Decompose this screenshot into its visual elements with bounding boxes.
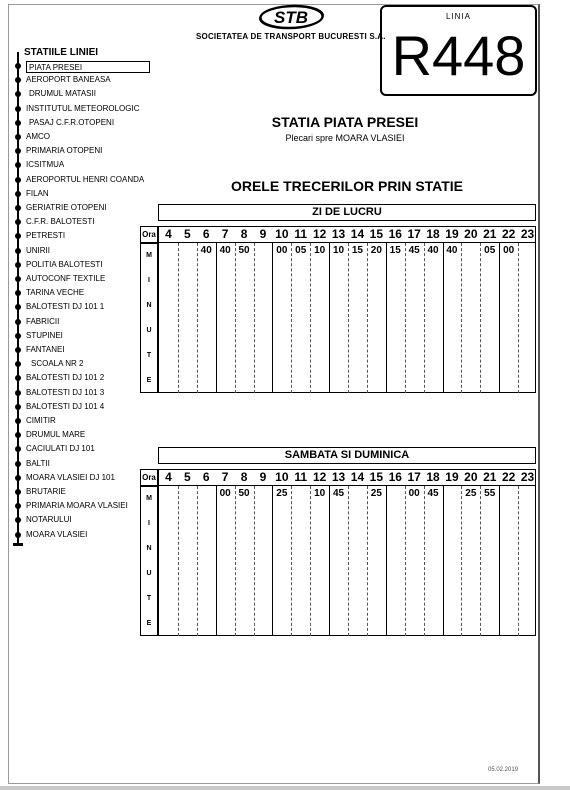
column-divider bbox=[386, 243, 387, 393]
hour-cell: 15 bbox=[369, 227, 384, 241]
minute-letter: T bbox=[146, 352, 152, 359]
hour-cell: 5 bbox=[183, 470, 191, 484]
column-divider bbox=[197, 243, 198, 393]
station-item: SCOALA NR 2 bbox=[31, 359, 84, 369]
hour-cell: 11 bbox=[294, 470, 308, 484]
station-item: TARINA VECHE bbox=[26, 288, 85, 298]
column-divider bbox=[518, 243, 519, 393]
station-item: NOTARULUI bbox=[26, 515, 72, 525]
column-divider bbox=[254, 243, 255, 393]
minute-label bbox=[140, 486, 158, 636]
station-item: UNIRII bbox=[26, 245, 50, 255]
column-divider bbox=[291, 243, 292, 393]
hour-cell: 21 bbox=[483, 227, 497, 241]
station-item: DRUMUL MARE bbox=[26, 430, 86, 440]
minute-letter: N bbox=[146, 302, 152, 309]
hour-cell: 17 bbox=[407, 227, 421, 241]
departure-minute: 50 bbox=[238, 488, 250, 499]
ora-label: Ora bbox=[140, 226, 158, 243]
station-marker bbox=[15, 390, 21, 396]
station-marker bbox=[15, 319, 21, 325]
column-divider bbox=[272, 486, 273, 636]
station-item: AMCO bbox=[26, 132, 50, 141]
departure-minute: 40 bbox=[427, 245, 439, 256]
hours-row bbox=[158, 226, 536, 243]
column-divider bbox=[461, 486, 462, 636]
station-item: AUTOCONF TEXTILE bbox=[26, 274, 106, 283]
departure-minute: 45 bbox=[427, 488, 439, 499]
stb-logo bbox=[258, 4, 324, 30]
column-divider bbox=[367, 486, 368, 636]
station-item: PRIMARIA MOARA VLASIEI bbox=[26, 501, 128, 511]
column-divider bbox=[367, 243, 368, 393]
departure-minute: 05 bbox=[484, 245, 496, 256]
route-box bbox=[380, 5, 537, 96]
hour-cell: 23 bbox=[520, 227, 535, 241]
hour-cell: 19 bbox=[445, 470, 459, 484]
station-item: C.F.R. BALOTESTI bbox=[26, 217, 95, 227]
direction: Plecari spre MOARA VLASIEI bbox=[285, 133, 405, 143]
hour-cell: 8 bbox=[240, 470, 248, 484]
hour-cell: 9 bbox=[259, 470, 267, 484]
column-divider bbox=[348, 243, 349, 393]
column-divider bbox=[329, 243, 330, 393]
departure-minute: 10 bbox=[314, 245, 326, 256]
departure-minute: 15 bbox=[389, 245, 401, 256]
minute-letter: I bbox=[148, 520, 150, 527]
weekday-title: ZI DE LUCRU bbox=[158, 204, 536, 221]
station-marker bbox=[15, 205, 21, 211]
station-marker bbox=[15, 262, 21, 268]
hour-cell: 19 bbox=[445, 227, 459, 241]
hour-cell: 12 bbox=[312, 470, 327, 484]
station-item: INSTITUTUL METEOROLOGIC bbox=[26, 103, 140, 113]
ora-label: Ora bbox=[140, 469, 158, 486]
stations-title: STATIILE LINIEI bbox=[24, 47, 99, 58]
station-item: ICSITMUA bbox=[26, 160, 65, 170]
station-item: BALOTESTI DJ 101 1 bbox=[26, 302, 105, 312]
departure-minute: 00 bbox=[276, 245, 288, 256]
hour-cell: 14 bbox=[350, 227, 365, 241]
minutes-area bbox=[158, 486, 536, 636]
column-divider bbox=[178, 243, 179, 393]
print-date: 05.02.2019 bbox=[488, 767, 519, 773]
page-bottom-edge bbox=[0, 786, 570, 790]
minute-letter: U bbox=[146, 327, 152, 334]
column-divider bbox=[348, 486, 349, 636]
column-divider bbox=[424, 486, 425, 636]
station-marker bbox=[15, 461, 21, 467]
column-divider bbox=[216, 243, 217, 393]
column-divider bbox=[443, 243, 444, 393]
minute-letter: N bbox=[146, 545, 152, 552]
departure-minute: 40 bbox=[219, 245, 231, 256]
hour-cell: 12 bbox=[312, 227, 327, 241]
hour-cell: 22 bbox=[501, 470, 516, 484]
column-divider bbox=[235, 486, 236, 636]
hour-cell: 11 bbox=[294, 227, 308, 241]
hour-cell: 16 bbox=[388, 227, 402, 241]
column-divider bbox=[443, 486, 444, 636]
departure-minute: 40 bbox=[446, 245, 458, 256]
route-number: R448 bbox=[391, 24, 526, 87]
station-item: BRUTARIE bbox=[26, 487, 66, 496]
departure-minute: 20 bbox=[370, 245, 382, 256]
column-divider bbox=[197, 486, 198, 636]
station-marker bbox=[15, 276, 21, 282]
departure-minute: 00 bbox=[219, 488, 231, 499]
hour-cell: 17 bbox=[407, 470, 421, 484]
hour-cell: 6 bbox=[202, 227, 210, 241]
weekend-title: SAMBATA SI DUMINICA bbox=[158, 447, 536, 464]
station-item: FILAN bbox=[26, 188, 49, 198]
hour-cell: 5 bbox=[183, 227, 191, 241]
hour-cell: 4 bbox=[165, 470, 172, 484]
departure-minute: 00 bbox=[503, 245, 515, 256]
stop-title: STATIA PIATA PRESEI bbox=[271, 114, 419, 130]
station-marker bbox=[15, 333, 21, 339]
hour-cell: 7 bbox=[221, 227, 229, 241]
station-current: PIATA PRESEI bbox=[26, 61, 150, 73]
column-divider bbox=[480, 486, 481, 636]
hour-cell: 13 bbox=[331, 227, 346, 241]
hour-cell: 6 bbox=[202, 470, 210, 484]
minute-label bbox=[140, 243, 158, 393]
departure-minute: 10 bbox=[314, 488, 326, 499]
hour-cell: 10 bbox=[275, 470, 289, 484]
column-divider bbox=[405, 486, 406, 636]
minute-letter: U bbox=[146, 570, 152, 577]
station-marker bbox=[15, 532, 21, 538]
departure-minute: 25 bbox=[370, 488, 382, 499]
station-item: BALTII bbox=[26, 458, 50, 468]
column-divider bbox=[499, 243, 500, 393]
station-marker bbox=[15, 404, 21, 410]
station-item: CIMITIR bbox=[26, 416, 56, 425]
departure-minute: 25 bbox=[465, 488, 477, 499]
station-marker bbox=[15, 475, 21, 481]
logo-text: STB bbox=[274, 8, 308, 27]
station-item: STUPINEI bbox=[26, 330, 63, 340]
station-marker bbox=[15, 347, 21, 353]
hour-cell: 22 bbox=[501, 227, 516, 241]
station-item: BALOTESTI DJ 101 4 bbox=[26, 401, 105, 411]
departure-minute: 40 bbox=[200, 245, 212, 256]
station-item: AEROPORTUL HENRI COANDA bbox=[26, 174, 145, 184]
station-marker bbox=[15, 248, 21, 254]
minute-letter: T bbox=[146, 595, 152, 602]
column-divider bbox=[216, 486, 217, 636]
column-divider bbox=[254, 486, 255, 636]
column-divider bbox=[178, 486, 179, 636]
departure-minute: 55 bbox=[484, 488, 496, 499]
column-divider bbox=[272, 243, 273, 393]
hour-cell: 21 bbox=[483, 470, 497, 484]
hour-cell: 16 bbox=[388, 470, 402, 484]
hour-cell: 20 bbox=[464, 227, 478, 241]
station-item: FANTANEI bbox=[26, 345, 65, 354]
station-item: POLITIA BALOTESTI bbox=[26, 259, 103, 269]
hour-cell: 23 bbox=[520, 470, 535, 484]
column-divider bbox=[518, 486, 519, 636]
station-item: PASAJ C.F.R.OTOPENI bbox=[29, 117, 115, 127]
station-item: PRIMARIA OTOPENI bbox=[26, 146, 103, 156]
minute-letter: M bbox=[146, 252, 152, 259]
station-item: PETRESTI bbox=[26, 231, 66, 241]
column-divider bbox=[329, 486, 330, 636]
departure-minute: 00 bbox=[408, 488, 420, 499]
column-divider bbox=[291, 486, 292, 636]
station-item: BALOTESTI DJ 101 3 bbox=[26, 387, 105, 397]
station-marker bbox=[15, 63, 21, 69]
route-line-end bbox=[13, 543, 23, 546]
column-divider bbox=[424, 243, 425, 393]
departure-minute: 45 bbox=[408, 245, 420, 256]
departure-minute: 25 bbox=[276, 488, 288, 499]
departure-minute: 05 bbox=[295, 245, 307, 256]
hour-cell: 18 bbox=[426, 470, 440, 484]
station-item: GERIATRIE OTOPENI bbox=[26, 203, 107, 212]
route-label: LINIA bbox=[445, 12, 471, 21]
departure-minute: 45 bbox=[332, 488, 345, 499]
hour-cell: 8 bbox=[240, 227, 248, 241]
hour-cell: 7 bbox=[221, 470, 229, 484]
minute-letter: E bbox=[146, 377, 152, 384]
minute-letter: E bbox=[146, 620, 152, 627]
station-marker bbox=[15, 418, 21, 424]
hour-cell: 18 bbox=[426, 227, 440, 241]
column-divider bbox=[235, 243, 236, 393]
column-divider bbox=[480, 243, 481, 393]
times-heading: ORELE TRECERILOR PRIN STATIE bbox=[230, 178, 464, 194]
station-item: BALOTESTI DJ 101 2 bbox=[26, 373, 105, 383]
hour-cell: 14 bbox=[350, 470, 365, 484]
station-item: MOARA VLASIEI DJ 101 bbox=[26, 472, 115, 482]
hour-cell: 10 bbox=[275, 227, 289, 241]
hour-cell: 20 bbox=[464, 470, 478, 484]
column-divider bbox=[405, 243, 406, 393]
station-marker bbox=[15, 489, 21, 495]
hour-cell: 15 bbox=[369, 470, 384, 484]
minute-letter: M bbox=[146, 495, 152, 502]
hour-cell: 4 bbox=[165, 227, 172, 241]
hour-cell: 9 bbox=[259, 227, 267, 241]
company-name: SOCIETATEA DE TRANSPORT BUCURESTI S.A. bbox=[196, 32, 386, 41]
station-item: DRUMUL MATASII bbox=[29, 89, 96, 99]
station-marker bbox=[15, 106, 21, 112]
station-item: FABRICII bbox=[26, 316, 60, 326]
hours-row bbox=[158, 469, 536, 486]
column-divider bbox=[461, 243, 462, 393]
column-divider bbox=[499, 486, 500, 636]
departure-minute: 15 bbox=[351, 245, 363, 256]
column-divider bbox=[386, 486, 387, 636]
minutes-area bbox=[158, 243, 536, 393]
station-item: CACIULATI DJ 101 bbox=[26, 444, 95, 454]
station-item: AEROPORT BANEASA bbox=[26, 75, 111, 85]
station-item: MOARA VLASIEI bbox=[26, 529, 88, 539]
departure-minute: 10 bbox=[332, 245, 345, 256]
hour-cell: 13 bbox=[331, 470, 346, 484]
column-divider bbox=[310, 243, 311, 393]
departure-minute: 50 bbox=[238, 245, 250, 256]
column-divider bbox=[310, 486, 311, 636]
minute-letter: I bbox=[148, 277, 150, 284]
